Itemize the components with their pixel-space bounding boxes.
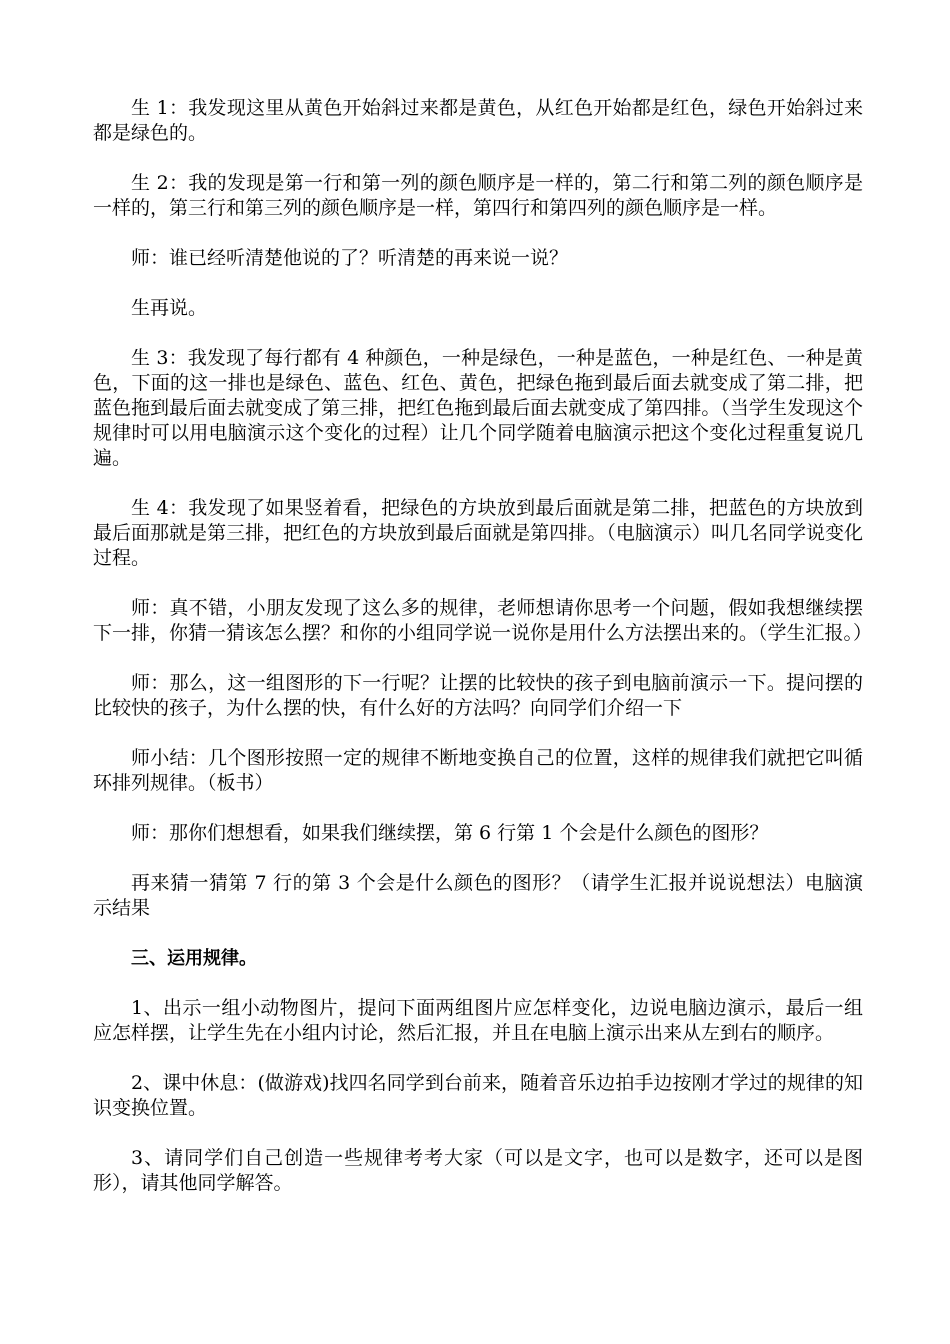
paragraph-teacher-next-row: 师：那么，这一组图形的下一行呢？让摆的比较快的孩子到电脑前演示一下。提问摆的比较快的孩子，为什么摆的快，有什么好的方法吗？向同学们介绍一下 bbox=[93, 672, 863, 719]
paragraph-student-3: 生 3：我发现了每行都有 4 种颜色，一种是绿色，一种是蓝色，一种是红色、一种是黄色，下面的这一排也是绿色、蓝色、红色、黄色，把绿色拖到最后面去就变成了第二排，把蓝色拖到最后面去就变成了第三排，把红色拖到最后面去就变成了第四排。（当学生发现这个规律时可以用电脑演示这个变化的过程）让几个同学随着电脑演示把这个变化过程重复说几遍。 bbox=[93, 347, 863, 469]
paragraph-teacher-summary: 师小结：几个图形按照一定的规律不断地变换自己的位置，这样的规律我们就把它叫循环排列规律。（板书） bbox=[93, 747, 863, 794]
paragraph-activity-2: 2、课中休息：(做游戏)找四名同学到台前来，随着音乐边拍手边按刚才学过的规律的知识变换位置。 bbox=[93, 1072, 863, 1119]
document-page bbox=[93, 96, 873, 1221]
paragraph-teacher-question: 师：谁已经听清楚他说的了？听清楚的再来说一说？ bbox=[131, 247, 569, 269]
paragraph-student-1: 生 1：我发现这里从黄色开始斜过来都是黄色，从红色开始都是红色，绿色开始斜过来都是绿色的。 bbox=[93, 97, 863, 144]
paragraph-student-2: 生 2：我的发现是第一行和第一列的颜色顺序是一样的，第二行和第二列的颜色顺序是一样的，第三行和第三列的颜色顺序是一样，第四行和第四列的颜色顺序是一样。 bbox=[93, 172, 863, 219]
paragraph-student-repeat: 生再说。 bbox=[131, 297, 208, 319]
paragraph-teacher-praise: 师：真不错，小朋友发现了这么多的规律，老师想请你思考一个问题，假如我想继续摆下一排，你猜一猜该怎么摆？和你的小组同学说一说你是用什么方法摆出来的。（学生汇报。） bbox=[93, 597, 873, 644]
section-heading-apply-rules: 三、运用规律。 bbox=[131, 948, 257, 969]
paragraph-guess-row-7: 再来猜一猜第 7 行的第 3 个会是什么颜色的图形？（请学生汇报并说说想法）电脑演示结果 bbox=[93, 872, 863, 919]
paragraph-student-4: 生 4：我发现了如果竖着看，把绿色的方块放到最后面就是第二排，把蓝色的方块放到最后面那就是第三排，把红色的方块放到最后面就是第四排。（电脑演示）叫几名同学说变化过程。 bbox=[93, 497, 863, 569]
paragraph-activity-3: 3、请同学们自己创造一些规律考考大家（可以是文字，也可以是数字，还可以是图形），请其他同学解答。 bbox=[93, 1147, 863, 1194]
paragraph-teacher-row-6: 师：那你们想想看，如果我们继续摆，第 6 行第 1 个会是什么颜色的图形？ bbox=[131, 822, 769, 844]
paragraph-activity-1: 1、出示一组小动物图片，提问下面两组图片应怎样变化，边说电脑边演示，最后一组应怎样摆，让学生先在小组内讨论，然后汇报，并且在电脑上演示出来从左到右的顺序。 bbox=[93, 997, 863, 1044]
